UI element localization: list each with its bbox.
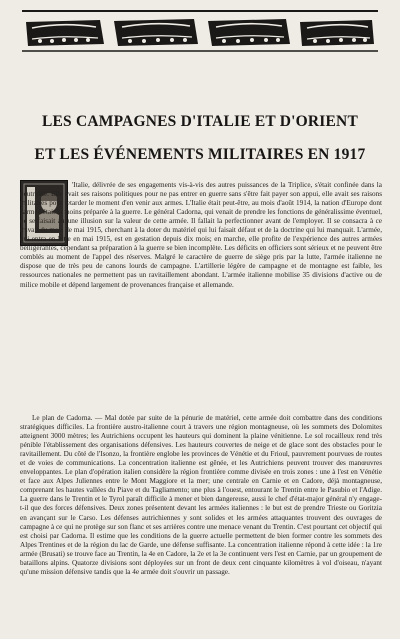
tank-icon xyxy=(208,19,290,46)
article-title-line1: LES CAMPAGNES D'ITALIE ET D'ORIENT xyxy=(41,113,358,130)
paragraph-plan-cadorna xyxy=(20,414,382,577)
tank-frieze xyxy=(22,8,378,54)
article-title-line2: ET LES ÉVÉNEMENTS MILITAIRES EN 1917 xyxy=(34,146,366,163)
paragraph-lead-heading: Le plan de Cadorna. — xyxy=(32,414,103,422)
tank-icon xyxy=(114,19,198,46)
tank-icon xyxy=(26,20,104,46)
tank-icon xyxy=(300,20,374,46)
paragraph-introduction: 'Italie, délivrée de ses engagements vis-à-vis des autres puissances de la Triplice, s'était confinée dans la neutralité. Elle avait ses raisons politiques pour ne pas entrer en guerre sans s'être fait payer son appui, elle avait ses raisons militaires pour retarder le moment d'en venir aux armes. L'Italie était peut-être, au mois d'août 1914, la nation d'Europe dont l'armée était la moins préparée à la guerre. Le général Cadorna, qui venait de prendre les fonctions de généralissime éventuel, ne se faisait aucune illusion sur la valeur de cette armée. Il fallait la perfectionner avant de l'employer. Il se consacra à ce travail du mois de mai 1915, cherchant à la doter du matériel qui lui faisait défaut et de la doctrine qui lui manquait. L'armée, qui entra en lutte en mai 1915, est en gestation depuis dix mois; en marche, elle profite de l'expérience des autres armées belligérantes, cependant sa préparation à la guerre se bien incomplète. Les déficits en officiers sont sérieux et ne peuvent être comblés au moment de l'appel des réserves. Malgré le caractère de guerre de siège pris par la lutte, l'armée italienne ne dispose que de très peu de canons lourds de campagne. L'artillerie légère de campagne et de montagne est faible, les ressources nationales ne permettent pas un ravitaillement abondant. L'armée italienne mobilise 35 divisions d'active ou de milice mobile et dépend largement de provenances française et allemande. xyxy=(20,181,382,289)
paragraph-body: Mal dotée par suite de la pénurie de matériel, cette armée doit combattre dans des conditions stratégiques difficiles. La frontière austro-italienne court à travers une région montagneuse, où les sommets des Dolomites atteignent 3000 mètres; les Autrichiens occupent les hauteurs qui dominent la plaine vénitienne. Le sol rocailleux rend très pénible l'établissement des organisations défensives. Les hauteurs couvertes de neige et de glace sont des obstacles pour le ravitaillement. Du côté de l'Isonzo, la frontière englobe les provinces de Vénétie et du Frioul, pauvrement pourvues de routes et de voies de communications. La concentration italienne est gênée, et les Autrichiens peuvent trouver des manœuvres enveloppantes. Le plan d'opération italien considère la région frontière comme divisée en trois zones : une à l'est en Vénétie et face aux Alpes Juliennes entre le Mont Maggiore et la mer; une centrale en Carnie et en Cadore, déjà montagneuse, comprenant les hautes vallées du Piave et du Tagliamento; une plus à l'ouest, entourant le Trentin entre le Pasubio et l'Adige. La guerre dans le Trentin et le Tyrol paraît difficile à mener et bien dangereuse, aussi le chef d'état-major général n'y engage-t-il que des forces défensives. Deux zones présentent devant les armées italiennes : le but est de prendre Trieste ou Goritzia en avançant sur le Carso. Les défenses autrichiennes y sont solides et les armées attaquantes trouvent des ouvrages de campagne à ce qui ne protège sur son flanc et ses arrières contre une menace venant du Trentin. C'est pourtant cet objectif qui est choisi par Cadorna. Il estime que les conditions de la guerre actuelle permettent de bien former contre les sommets des Alpes Trentines et de la région du lac de Garde, une défense suffisante. La concentration italienne répond à cette idée : la 1re armée (Brusati) se trouve face au Trentin, la 4e en Cadore, la 2e et la 3e continuent vers l'est en Carnie, par un groupement de bataillons alpins. Quatorze divisions sont déployées sur un front de deux cent cinquante kilomètres à vol d'oiseau, n'ayant qu'une mission défensive tandis que la 4e armée doit s'ouvrir un passage. xyxy=(20,414,382,576)
